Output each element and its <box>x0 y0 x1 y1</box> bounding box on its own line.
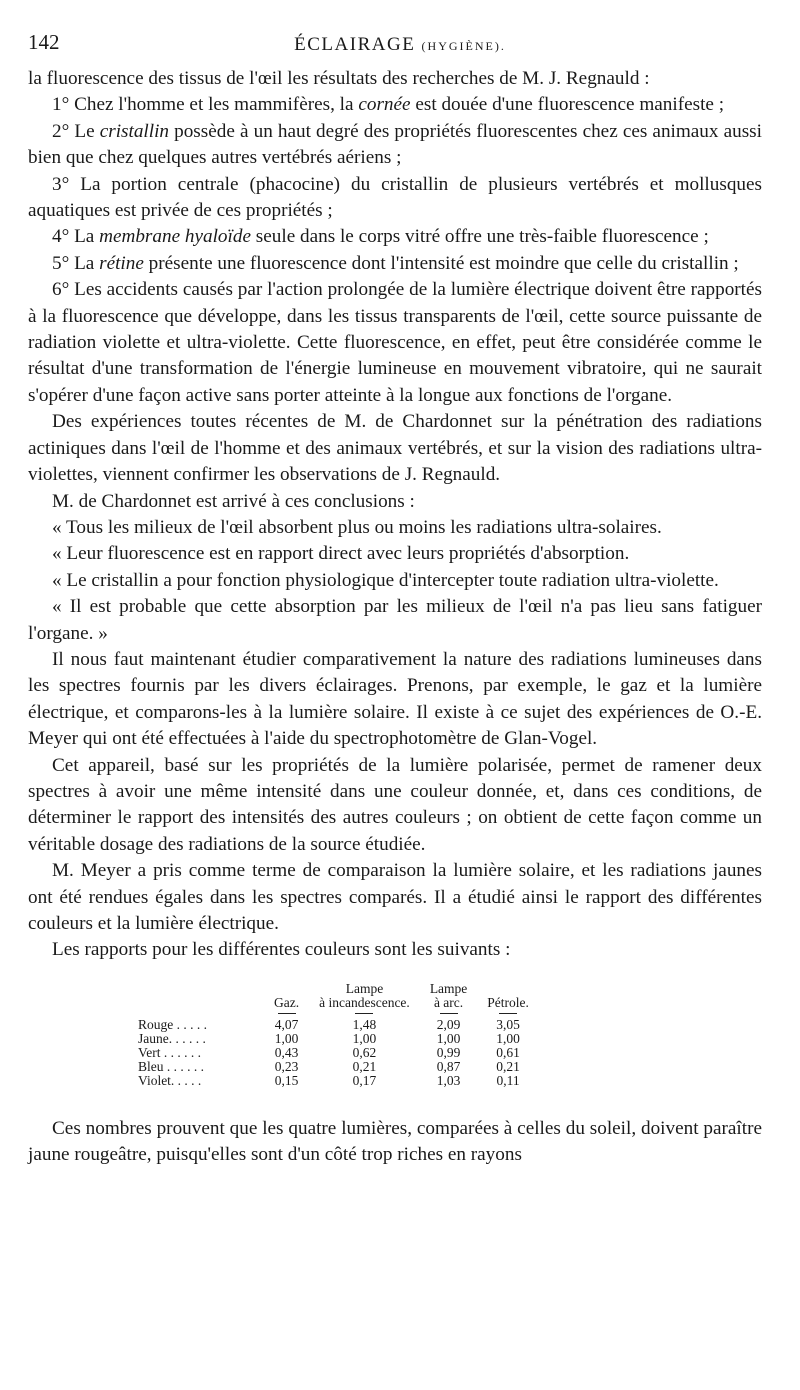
quote: « Le cristallin a pour fonction physiologique d'intercepter toute radiation ultra-violette. <box>52 569 719 591</box>
paragraph: 2° Le cristallin possède à un haut degré des propriétés fluorescentes chez ces animaux aussi bien que chez quelques autres vertébrés aériens ; <box>28 120 762 169</box>
table-cell: 0,43 <box>274 1044 299 1060</box>
paragraph: Il nous faut maintenant étudier comparativement la nature des radiations lumineuses dans les spectres fournis par les divers éclairages. Prenons, par exemple, le gaz et la lumière électrique, et comparons-les à la lumière solaire. Il existe à ce sujet des expériences de O.-E. Meyer qui ont été effectuées à l'aide du spectrophotomètre de Glan-Vogel. <box>28 648 762 750</box>
col-header-arc: Lampe à arc. <box>420 982 477 1018</box>
paragraph: M. Meyer a pris comme terme de comparaison la lumière solaire, et les radiations jaunes ont été rendues égales dans les spectres comparés. Il a étudié ainsi le rapport des différentes couleurs et la lumière électrique. <box>28 860 762 934</box>
table-cell: 1,00 <box>352 1030 377 1046</box>
table-row <box>138 1074 539 1088</box>
row-label: Bleu . . . . . . <box>138 1058 204 1074</box>
table-cell: 1,48 <box>352 1016 377 1032</box>
paragraph: 6° Les accidents causés par l'action prolongée de la lumière électrique doivent être rapportés à la fluorescence que développe, dans les tissus transparents de l'œil, cette source puissante de radiation violette et ultra-violette. Cette fluorescence, en effet, peut être considérée comme le résultat d'une transformation de l'énergie lumineuse en mouvement vibratoire, qui ne saurait s'opérer d'une façon active sans porter atteinte à la longue aux fonctions de l'organe. <box>28 279 762 406</box>
row-label: Rouge . . . . . <box>138 1016 207 1032</box>
paragraph: 3° La portion centrale (phacocine) du cristallin de plusieurs vertébrés et mollusques aquatiques est privée de ces propriétés ; <box>28 173 762 222</box>
table-cell: 0,21 <box>352 1058 377 1074</box>
table-cell: 1,00 <box>274 1030 299 1046</box>
quote: « Leur fluorescence est en rapport direct avec leurs propriétés d'absorption. <box>52 543 630 565</box>
table-cell: 2,09 <box>436 1016 461 1032</box>
table-cell: 3,05 <box>496 1016 520 1032</box>
paragraph: la fluorescence des tissus de l'œil les résultats des recherches de M. J. Regnauld : <box>28 68 650 89</box>
col-header-incandescence: Lampe à incandescence. <box>309 982 420 1018</box>
table-cell: 0,99 <box>436 1044 461 1060</box>
paragraph: Les rapports pour les différentes couleurs sont les suivants : <box>52 939 511 961</box>
page-number: 142 <box>28 30 60 54</box>
italic-term: cristallin <box>99 120 170 142</box>
italic-term: cornée <box>358 94 411 116</box>
table-cell: 4,07 <box>274 1016 299 1032</box>
body-text <box>28 66 762 964</box>
table-cell: 0,17 <box>352 1072 377 1088</box>
paragraph: 5° La rétine présente une fluorescence dont l'intensité est moindre que celle du cristallin ; <box>52 252 739 274</box>
table-row <box>138 1018 539 1032</box>
closing-text <box>28 1116 762 1169</box>
table-cell: 0,23 <box>274 1058 299 1074</box>
italic-term: rétine <box>99 252 144 274</box>
table-cell: 0,15 <box>274 1072 299 1088</box>
paragraph: Cet appareil, basé sur les propriétés de la lumière polarisée, permet de ramener deux spectres à avoir une même intensité dans une couleur donnée, et, dans ces conditions, de déterminer le rapport des intensités des autres couleurs ; on obtient de cette façon comme un véritable dosage des radiations de la source étudiée. <box>28 754 762 855</box>
table-cell: 0,21 <box>496 1058 520 1074</box>
table-cell: 0,62 <box>352 1044 377 1060</box>
table-header-row <box>138 982 539 1018</box>
row-label: Violet. . . . . <box>138 1072 202 1088</box>
paragraph: Ces nombres prouvent que les quatre lumières, comparées à celles du soleil, doivent paraître jaune rougeâtre, puisqu'elles sont d'un côté trop riches en rayons <box>28 1117 762 1166</box>
running-title-main: ÉCLAIRAGE <box>294 34 416 55</box>
table-row <box>138 1046 539 1060</box>
table-cell: 1,00 <box>436 1030 461 1046</box>
paragraph: 4° La membrane hyaloïde seule dans le corps vitré offre une très-faible fluorescence ; <box>52 226 709 248</box>
running-title-sub: (HYGIÈNE). <box>421 39 506 53</box>
table-cell: 0,61 <box>496 1044 520 1060</box>
quote: « Il est probable que cette absorption par les milieux de l'œil n'a pas lieu sans fatiguer l'organe. » <box>28 596 762 644</box>
quote: « Tous les milieux de l'œil absorbent plus ou moins les radiations ultra-solaires. <box>52 516 662 538</box>
italic-term: membrane hyaloïde <box>99 226 251 248</box>
col-header-gaz: Gaz. <box>264 982 309 1018</box>
ratios-table <box>138 982 539 1088</box>
paragraph: M. de Chardonnet est arrivé à ces conclusions : <box>52 490 415 512</box>
paragraph: Des expériences toutes récentes de M. de Chardonnet sur la pénétration des radiations actiniques dans l'œil de l'homme et des animaux vertébrés, et sur la vision des radiations ultra-violettes, viennent confirmer les observations de J. Regnauld. <box>28 411 762 486</box>
table-cell: 1,00 <box>496 1030 520 1046</box>
row-label: Jaune. . . . . . <box>138 1030 206 1046</box>
col-header-petrole: Pétrole. <box>477 982 539 1018</box>
table-cell: 1,03 <box>436 1072 461 1088</box>
table-cell: 0,87 <box>436 1058 461 1074</box>
paragraph: 1° Chez l'homme et les mammifères, la cornée est douée d'une fluorescence manifeste ; <box>52 94 725 116</box>
table-cell: 0,11 <box>496 1072 520 1088</box>
table-row <box>138 1060 539 1074</box>
row-label: Vert . . . . . . <box>138 1044 201 1060</box>
table-row <box>138 1032 539 1046</box>
running-title <box>0 34 800 56</box>
